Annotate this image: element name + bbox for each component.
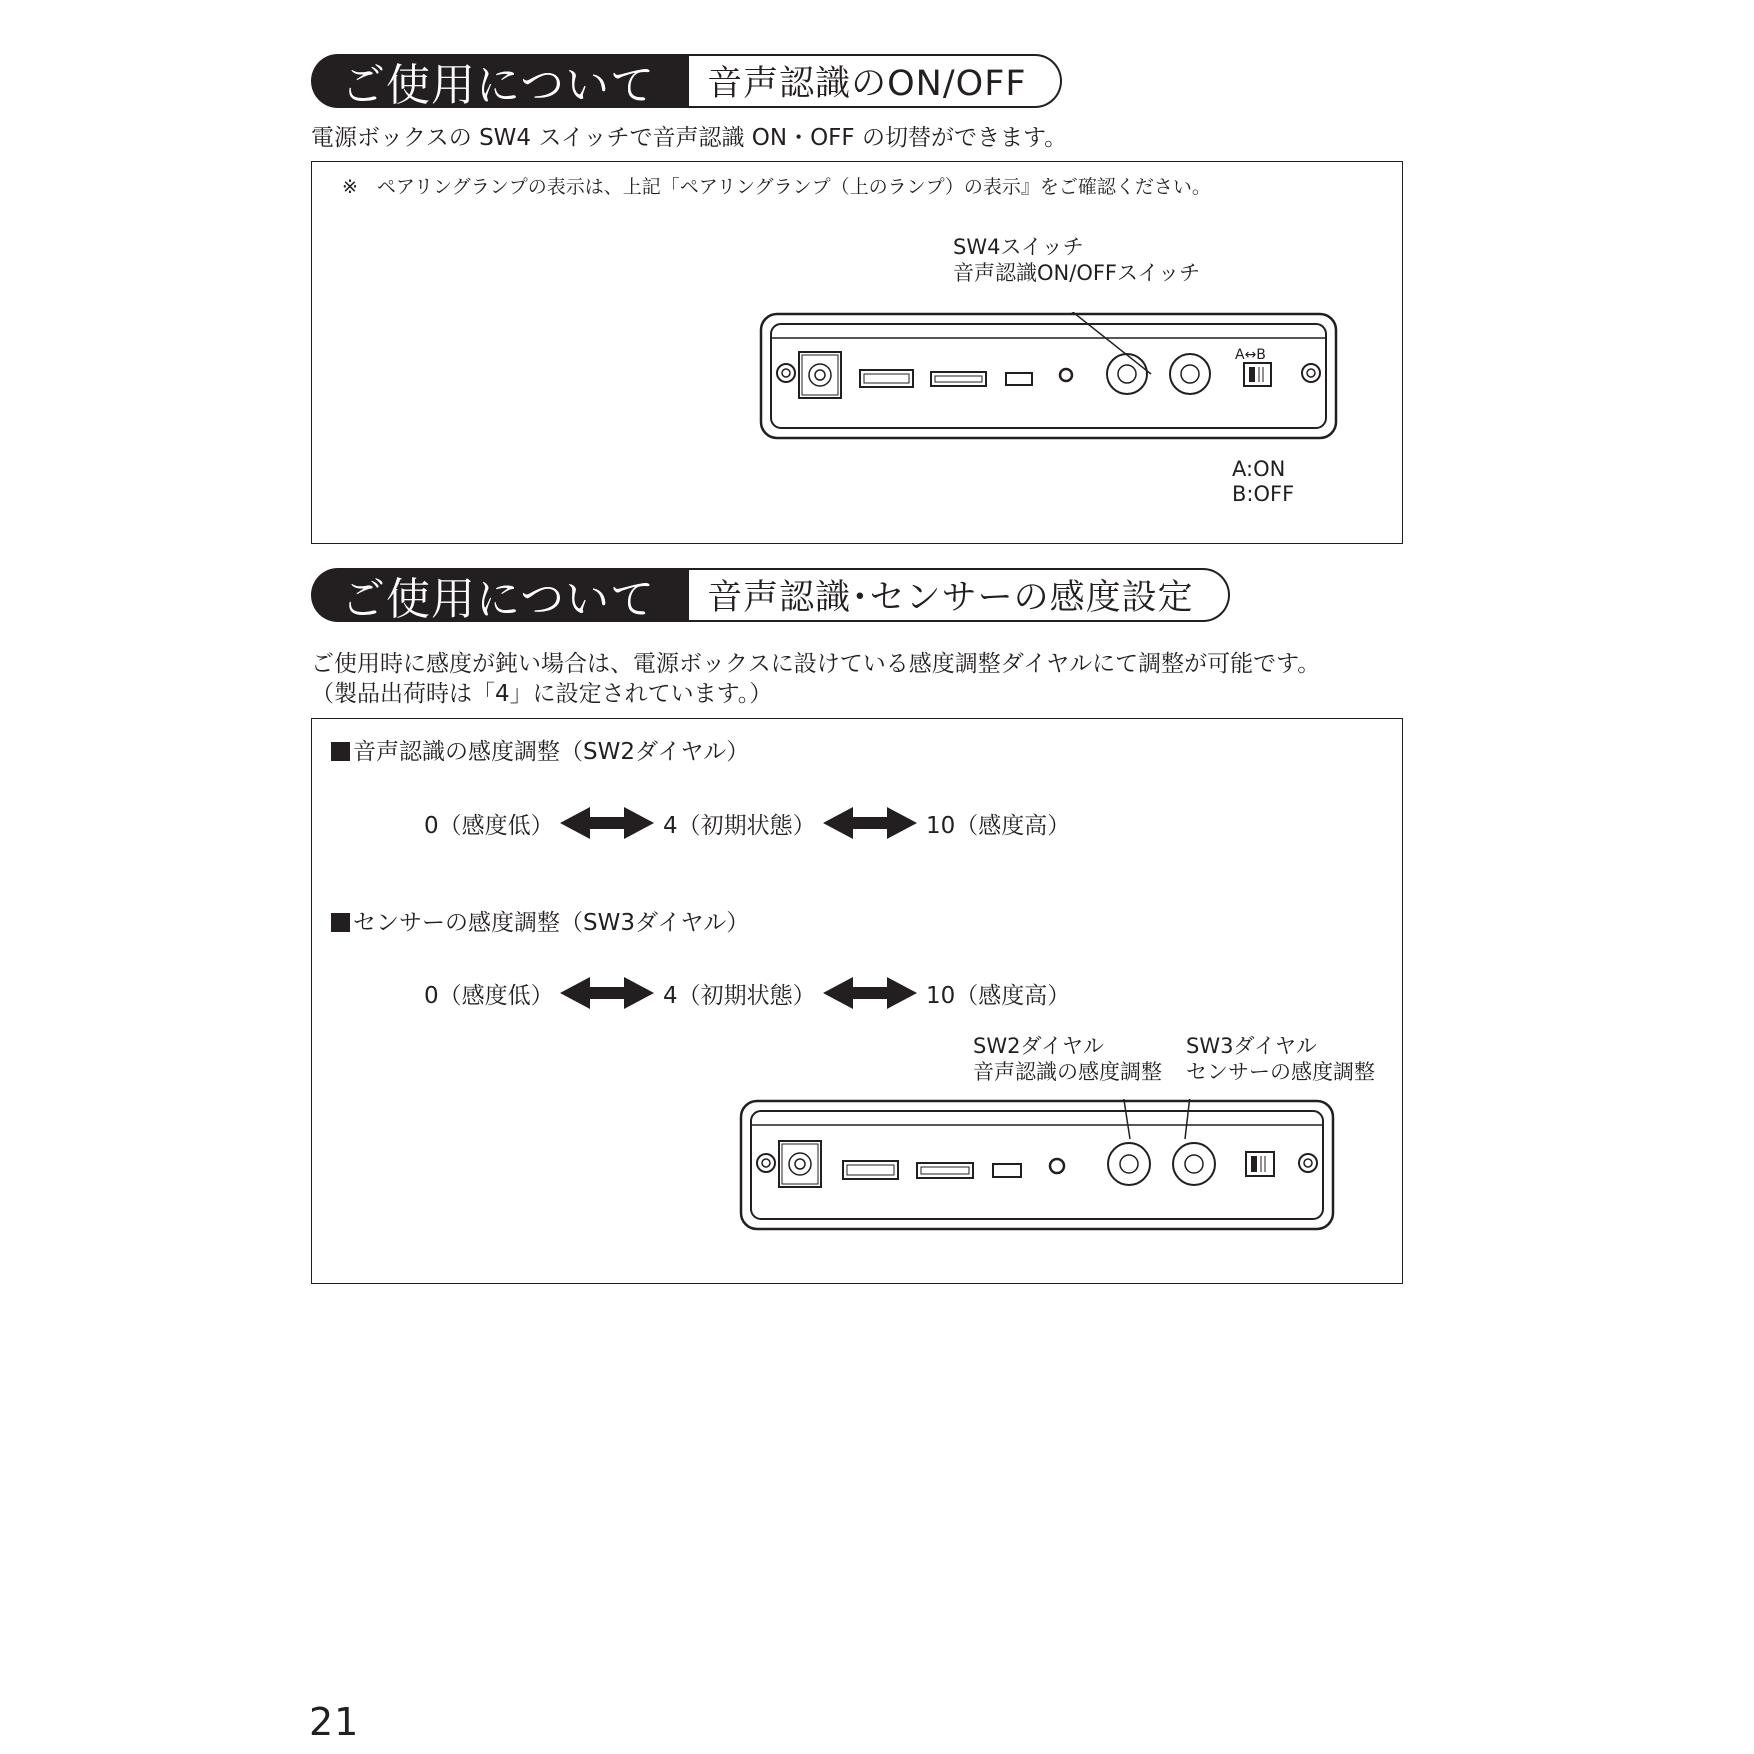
- sensor-high: 10（感度高）: [926, 983, 1071, 1009]
- sensor-title-text: センサーの感度調整（SW3ダイヤル）: [353, 910, 750, 936]
- double-arrow-icon: [823, 975, 917, 1011]
- power-box-diagram-top: [759, 312, 1344, 452]
- double-arrow-icon: [560, 805, 654, 841]
- section2-intro-line2: （製品出荷時は「4」に設定されています。）: [311, 681, 773, 707]
- double-arrow-icon: [823, 805, 917, 841]
- sensor-default: 4（初期状態）: [663, 983, 816, 1009]
- power-box-diagram-bottom: [739, 1099, 1339, 1239]
- sw3-callout-line2: センサーの感度調整: [1186, 1060, 1375, 1084]
- state-a-on: A:ON: [1232, 457, 1286, 481]
- voice-high: 10（感度高）: [926, 813, 1071, 839]
- section2-intro-line1: ご使用時に感度が鈍い場合は、電源ボックスに設けている感度調整ダイヤルにて調整が可能です。: [311, 651, 1321, 677]
- section2-header-left: ご使用について: [311, 568, 689, 622]
- double-arrow-icon: [560, 975, 654, 1011]
- sensor-sensitivity-title: [331, 904, 749, 937]
- square-bullet-icon: [331, 742, 350, 761]
- square-bullet-icon: [331, 913, 350, 932]
- voice-sensitivity-title: [331, 733, 749, 766]
- switch-ab-label: A↔B: [1235, 347, 1266, 363]
- section1-header-left: ご使用について: [311, 54, 689, 108]
- sensor-low: 0（感度低）: [424, 983, 554, 1009]
- section2-header-right: 音声認識･センサーの感度設定: [689, 568, 1230, 622]
- section1-header-right: 音声認識のON/OFF: [689, 54, 1062, 108]
- section1-note: ※ ペアリングランプの表示は、上記「ペアリングランプ（上のランプ）の表示』をご確認ください。: [342, 176, 1211, 198]
- voice-low: 0（感度低）: [424, 813, 554, 839]
- section2-box: [311, 718, 1403, 1284]
- page-number: 21: [309, 1700, 360, 1744]
- section1-header: [311, 54, 1062, 111]
- sw2-callout-line1: SW2ダイヤル: [973, 1034, 1104, 1058]
- section1-intro: 電源ボックスの SW4 スイッチで音声認識 ON・OFF の切替ができます。: [311, 125, 1068, 151]
- sw4-callout-line1: SW4スイッチ: [953, 235, 1084, 259]
- voice-title-text: 音声認識の感度調整（SW2ダイヤル）: [353, 739, 750, 765]
- sw4-callout-line2: 音声認識ON/OFFスイッチ: [953, 261, 1201, 285]
- voice-default: 4（初期状態）: [663, 813, 816, 839]
- sw3-callout-line1: SW3ダイヤル: [1186, 1034, 1317, 1058]
- state-b-off: B:OFF: [1232, 482, 1295, 506]
- section1-box: [311, 161, 1403, 544]
- sw2-callout-line2: 音声認識の感度調整: [973, 1060, 1162, 1084]
- section2-header: [311, 568, 1230, 625]
